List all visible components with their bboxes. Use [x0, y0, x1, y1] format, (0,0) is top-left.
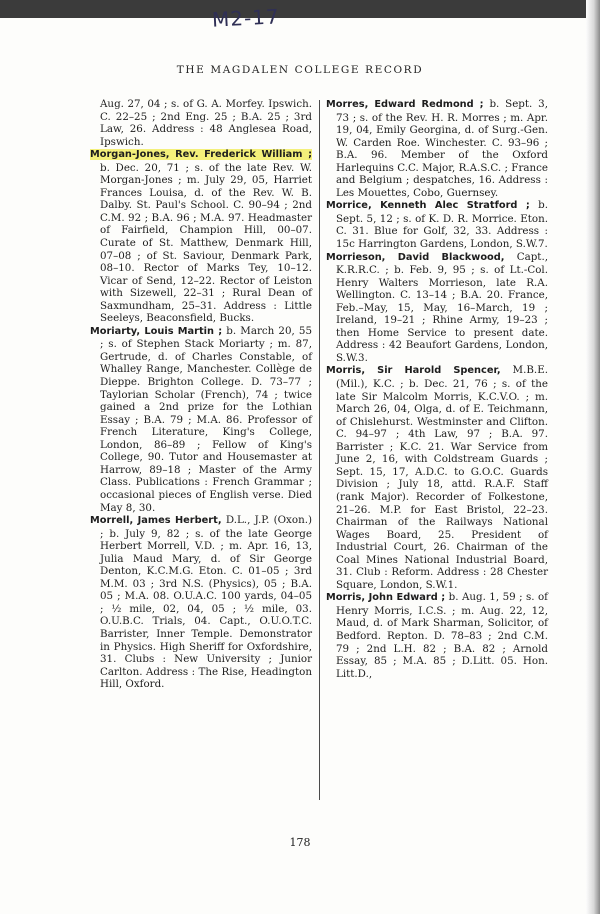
page-number: 178 — [289, 836, 311, 849]
running-head: THE MAGDALEN COLLEGE RECORD — [176, 64, 424, 76]
entry-text: b. March 20, 55 ; s. of Stephen Stack Moriarty ; m. 87, Gertrude, d. of Charles Constable, of Whalley Range, Manchester. Collège de Dieppe. Brighton College. D. 73–77 ; Taylorian Scholar (French), 74 ; twice gained a 2nd prize for the Lothian Essay ; B.A. 79 ; M.A. 86. Professor of French Literature, King's College, London, 86–89 ; Fellow of King's College, 90. Tutor and Housemaster at Harrow, 89–18 ; Master of the Army Class. Publications : French Grammar ; occasional pieces of English verse. Died May 8, 30. — [100, 324, 312, 514]
entry-morres — [326, 98, 548, 199]
column-rule — [319, 100, 320, 800]
entry-morrell — [90, 514, 312, 691]
entry-name-highlighted: Morgan-Jones, Rev. Frederick William ; — [90, 149, 312, 161]
entry-name: Morris, John Edward ; — [326, 592, 446, 604]
entry-name: Morris, Sir Harold Spencer, — [326, 365, 501, 377]
entry-name: Moriarty, Louis Martin ; — [90, 325, 223, 337]
right-column — [326, 98, 548, 680]
entry-name: Morres, Edward Redmond ; — [326, 99, 484, 110]
entry-text: b. Sept. 5, 12 ; s. of K. D. R. Morrice. Eton. C. 31. Blue for Golf, 32, 33. Address : 15c Harrington Gardens, London, S.W.7. — [336, 199, 548, 251]
entry-text: D.L., J.P. (Oxon.) ; b. July 9, 82 ; s. of the late George Herbert Morrell, V.D. ; m. Apr. 16, 13, Julia Maud Mary, d. of Sir George Denton, K.C.M.G. Eton. C. 01–05 ; 3rd M.M. 03 ; 3rd N.S. (Physics), 05 ; B.A. 05 ; M.A. 08. O.U.A.C. 100 yards, 04–05 ; ½ mile, 02, 04, 05 ; ½ mile, 03. O.U.B.C. Trials, 04. Capt., O.U.O.T.C. Barrister, Inner Temple. Demonstrator in Physics. High Sheriff for Oxfordshire, 31. Clubs : New University ; Junior Carlton. Address : The Rise, Headington Hill, Oxford. — [100, 514, 312, 691]
scan-top-border — [0, 0, 600, 18]
entry-morrieson — [326, 251, 548, 365]
entry-name: Morrice, Kenneth Alec Stratford ; — [326, 200, 530, 212]
entry-morrice — [326, 199, 548, 250]
entry-text: b. Sept. 3, 73 ; s. of the Rev. H. R. Morres ; m. Apr. 19, 04, Emily Georgina, d. of Surg.-Gen. W. Carden Roe. Winchester. C. 93–96 ; B.A. 96. Member of the Oxford Harlequins C.C. Major, R.A.S.C. ; France and Belgium ; despatches, 16. Address : Les Mouettes, Cobo, Guernsey. — [336, 98, 548, 199]
entry-text: Aug. 27, 04 ; s. of G. A. Morfey. Ipswich. C. 22–25 ; 2nd Eng. 25 ; B.A. 25 ; 3rd Law, 26. Address : 48 Anglesea Road, Ipswich. — [100, 98, 312, 148]
entry-continuation — [90, 98, 312, 148]
scan-right-edge — [586, 0, 600, 914]
entry-text: M.B.E. (Mil.), K.C. ; b. Dec. 21, 76 ; s. of the late Sir Malcolm Morris, K.C.V.O. ; m. March 26, 04, Olga, d. of E. Teichmann, of Chislehurst. Westminster and Clifton. C. 94–97 ; 4th Law, 97 ; B.A. 97. Barrister ; K.C. 21. War Service from June 2, 16, with Coldstream Guards ; Sept. 15, 17, A.D.C. to G.O.C. Guards Division ; July 18, attd. R.A.F. Staff (rank Major). Recorder of Folkestone, 21–26. M.P. for East Bristol, 22–23. Chairman of the Railways National Wages Board, 25. President of Industrial Court, 26. Chairman of the Coal Mines National Industrial Board, 31. Club : Reform. Address : 28 Chester Square, London, S.W.1. — [336, 364, 548, 591]
entry-morris-john — [326, 591, 548, 680]
left-column — [90, 98, 312, 691]
entry-name: Morrieson, David Blackwood, — [326, 251, 505, 263]
entry-text: b. Aug. 1, 59 ; s. of Henry Morris, I.C.S. ; m. Aug. 22, 12, Maud, d. of Mark Sharman, Solicitor, of Bedford. Repton. D. 78–83 ; 2nd C.M. 79 ; 2nd L.H. 82 ; B.A. 82 ; Arnold Essay, 85 ; M.A. 85 ; D.Litt. 05. Hon. Litt.D., — [336, 591, 548, 680]
entry-text: b. Dec. 20, 71 ; s. of the late Rev. W. Morgan-Jones ; m. July 29, 05, Harriet Frances Louisa, d. of the Rev. W. B. Dalby. St. Paul's School. C. 90–94 ; 2nd C.M. 92 ; B.A. 96 ; M.A. 97. Headmaster of Fairfield, Champion Hill, 00–07. Curate of St. Matthew, Denmark Hill, 07–08 ; of St. Saviour, Denmark Park, 08–10. Rector of Marks Tey, 10–12. Vicar of Send, 12–22. Rector of Leiston with Sizewell, 22–31 ; Rural Dean of Saxmundham, 25–31. Address : Little Seeleys, Beaconsfield, Bucks. — [100, 161, 312, 325]
entry-morgan-jones — [90, 148, 312, 325]
entry-moriarty — [90, 325, 312, 514]
entry-text: Capt., K.R.R.C. ; b. Feb. 9, 95 ; s. of Lt.-Col. Henry Walters Morrieson, late R.A. Wellington. C. 13–14 ; B.A. 20. France, Feb.–May, 15, May, 16–March, 19 ; Ireland, 19–21 ; Rhine Army, 19–23 ; then Home Service to present date. Address : 42 Beaufort Gardens, London, S.W.3. — [336, 250, 548, 364]
entry-morris-harold — [326, 364, 548, 591]
handwritten-note: M2-17 — [211, 4, 281, 32]
entry-name: Morrell, James Herbert, — [90, 515, 222, 527]
